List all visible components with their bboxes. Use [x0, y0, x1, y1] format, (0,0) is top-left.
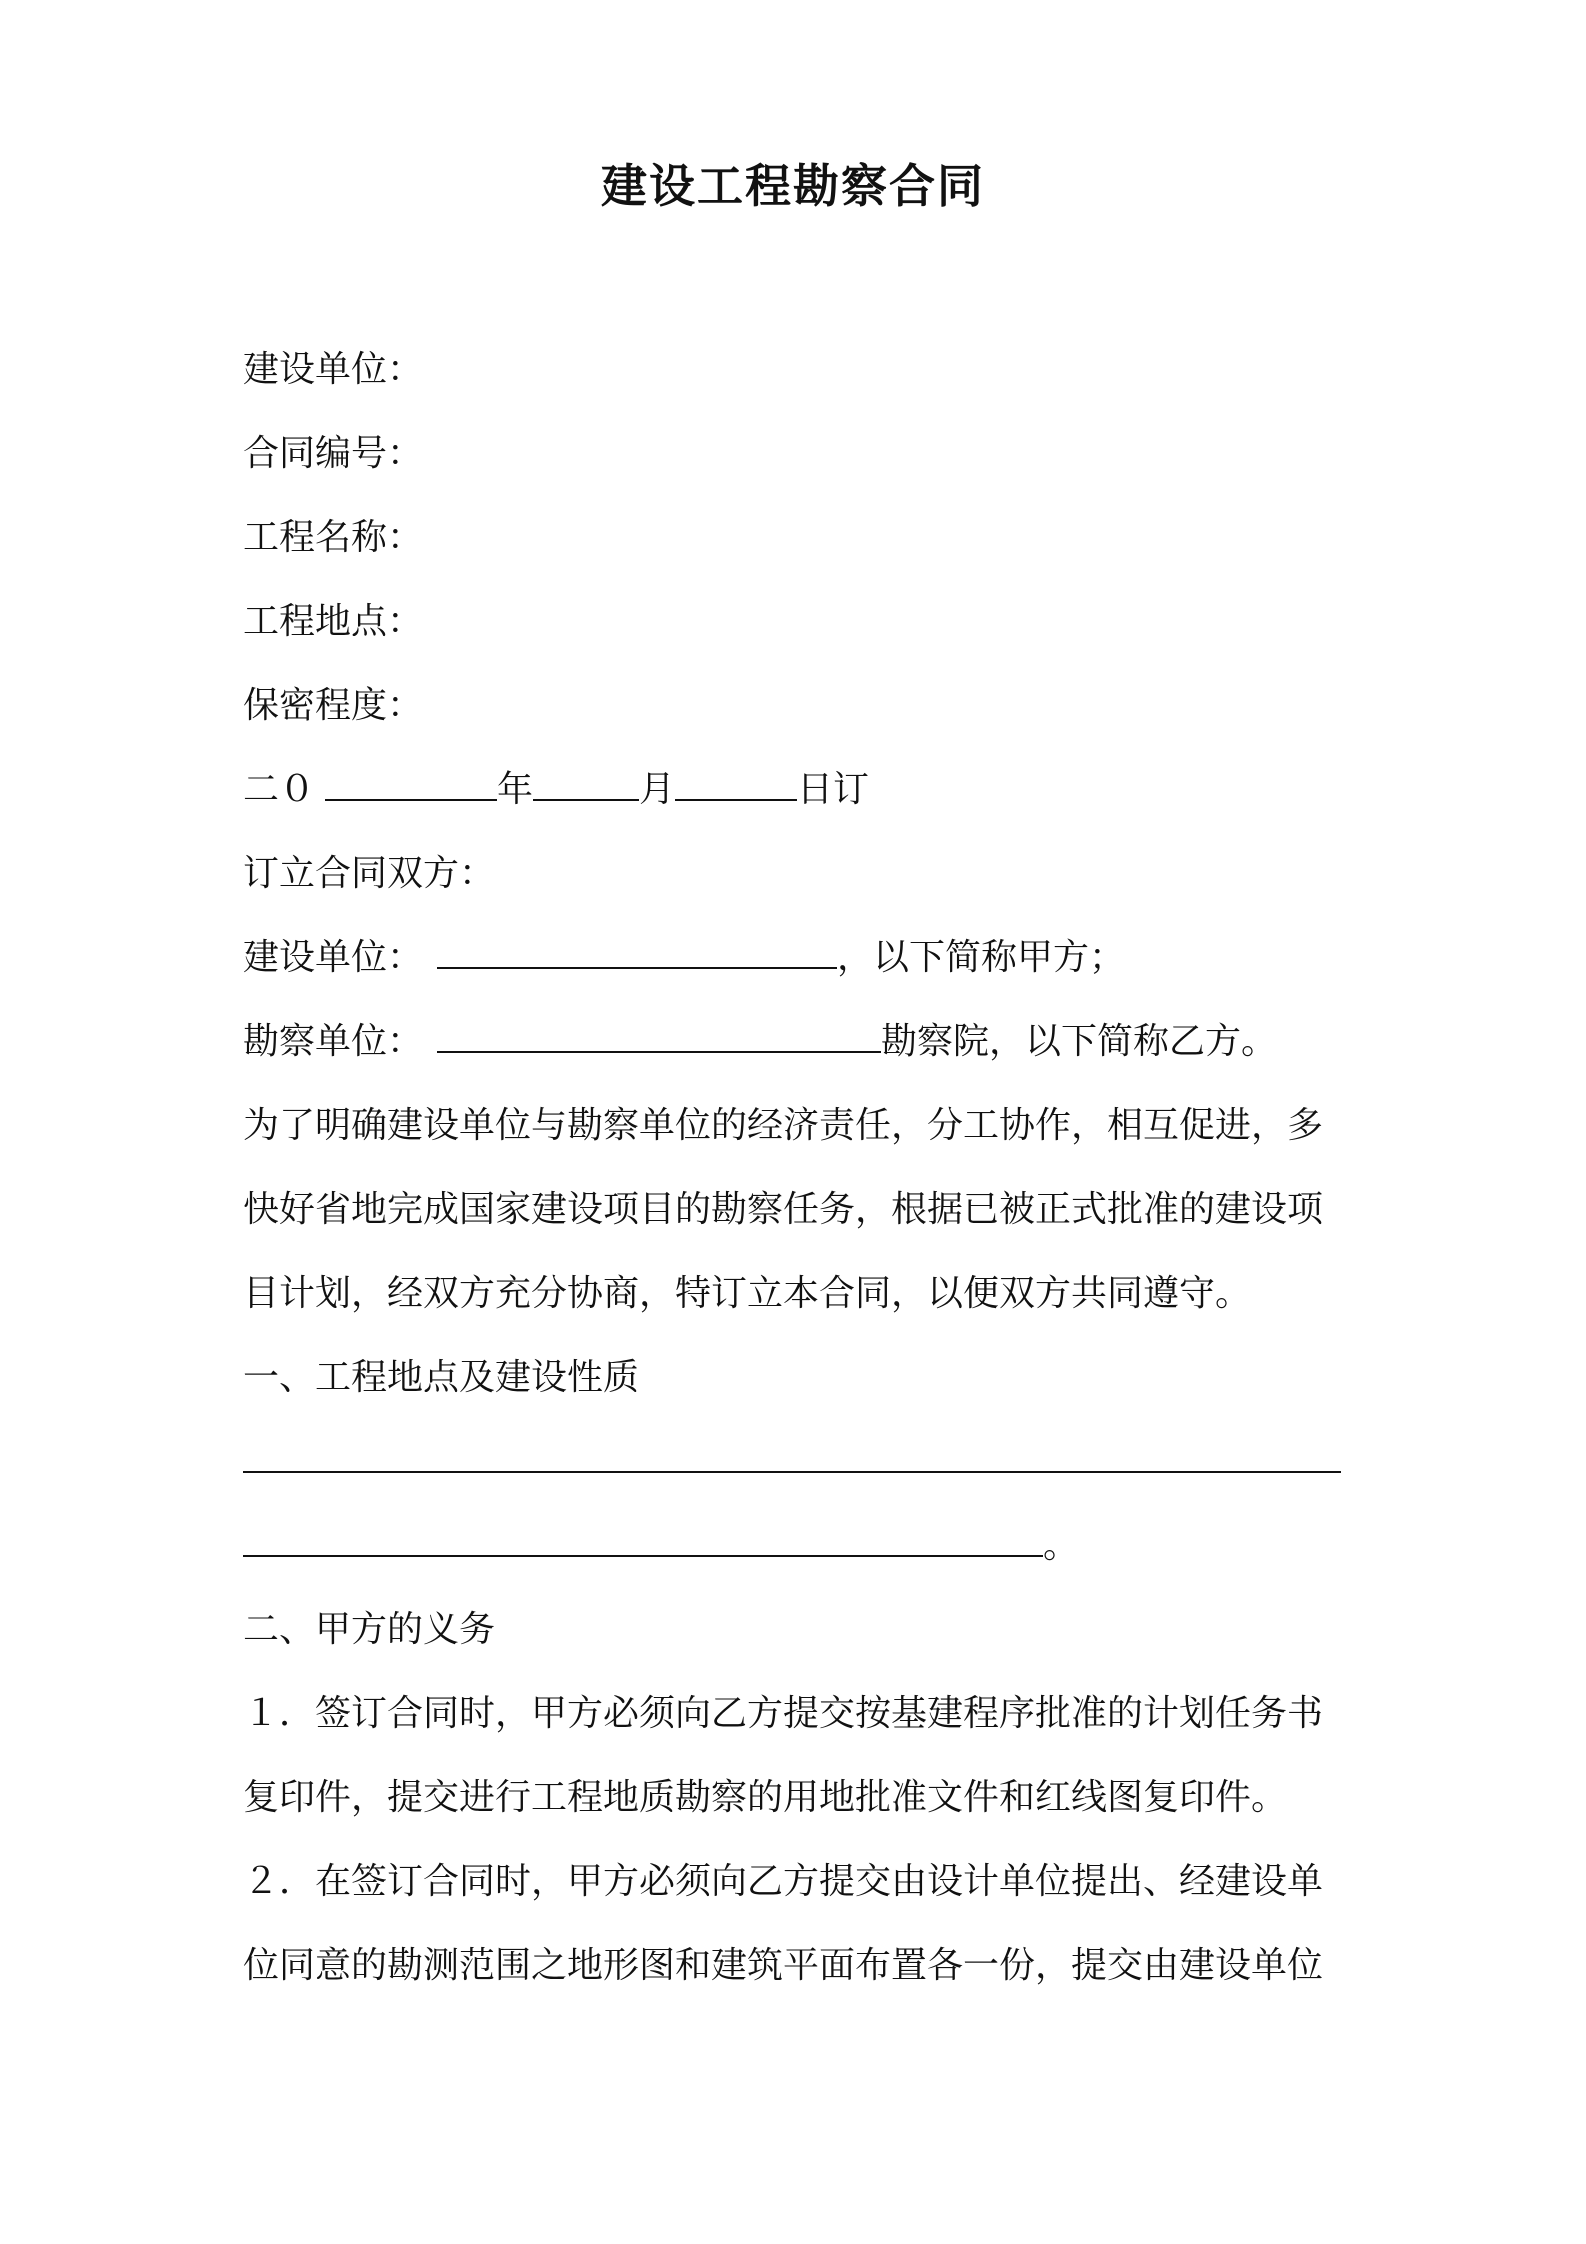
party-b-suffix: 勘察院，以下简称乙方。 [881, 1021, 1278, 1062]
section2-line: 复印件，提交进行工程地质勘察的用地批准文件和红线图复印件。 [243, 1777, 1288, 1818]
date-month-label: 月 [639, 769, 676, 810]
section2-line: １．签订合同时，甲方必须向乙方提交按基建程序批准的计划任务书 [243, 1693, 1324, 1734]
field-contract-no: 合同编号： [243, 433, 424, 474]
section1-heading: 一、工程地点及建设性质 [243, 1357, 640, 1398]
section1-fill-line [243, 1524, 1079, 1568]
date-year-label: 年 [497, 769, 534, 810]
date-line [243, 768, 869, 812]
month-blank [533, 769, 639, 801]
section2-line: 位同意的勘测范围之地形图和建筑平面布置各一份，提交由建设单位 [243, 1945, 1324, 1986]
section2-line: ２．在签订合同时，甲方必须向乙方提交由设计单位提出、经建设单 [243, 1861, 1324, 1902]
party-b-label: 勘察单位： [243, 1021, 424, 1062]
preamble-line: 快好省地完成国家建设项目的勘察任务，根据已被正式批准的建设项 [243, 1189, 1324, 1230]
party-b-line [243, 1020, 1277, 1064]
section1-fill-line [243, 1440, 1341, 1484]
section1-end-mark: 。 [1043, 1525, 1080, 1566]
party-a-line [243, 936, 1125, 980]
party-a-label: 建设单位： [243, 937, 424, 978]
party-b-blank [437, 1021, 881, 1053]
party-a-suffix: ，以下简称甲方； [837, 937, 1126, 978]
party-a-blank [437, 937, 837, 969]
field-build-unit: 建设单位： [243, 349, 424, 390]
field-project-name: 工程名称： [243, 517, 424, 558]
section2-heading: 二、甲方的义务 [243, 1609, 496, 1650]
document-title: 建设工程勘察合同 [601, 159, 985, 213]
date-day-label: 日订 [797, 769, 870, 810]
year-blank [325, 769, 497, 801]
date-prefix: 二０ [243, 769, 316, 810]
field-project-location: 工程地点： [243, 601, 424, 642]
section1-blank-1 [243, 1441, 1341, 1473]
section1-blank-2 [243, 1525, 1043, 1557]
preamble-line: 目计划，经双方充分协商，特订立本合同，以便双方共同遵守。 [243, 1273, 1252, 1314]
field-secrecy-level: 保密程度： [243, 685, 424, 726]
day-blank [675, 769, 797, 801]
preamble-line: 为了明确建设单位与勘察单位的经济责任，分工协作，相互促进，多 [243, 1105, 1324, 1146]
parties-heading: 订立合同双方： [243, 853, 496, 894]
